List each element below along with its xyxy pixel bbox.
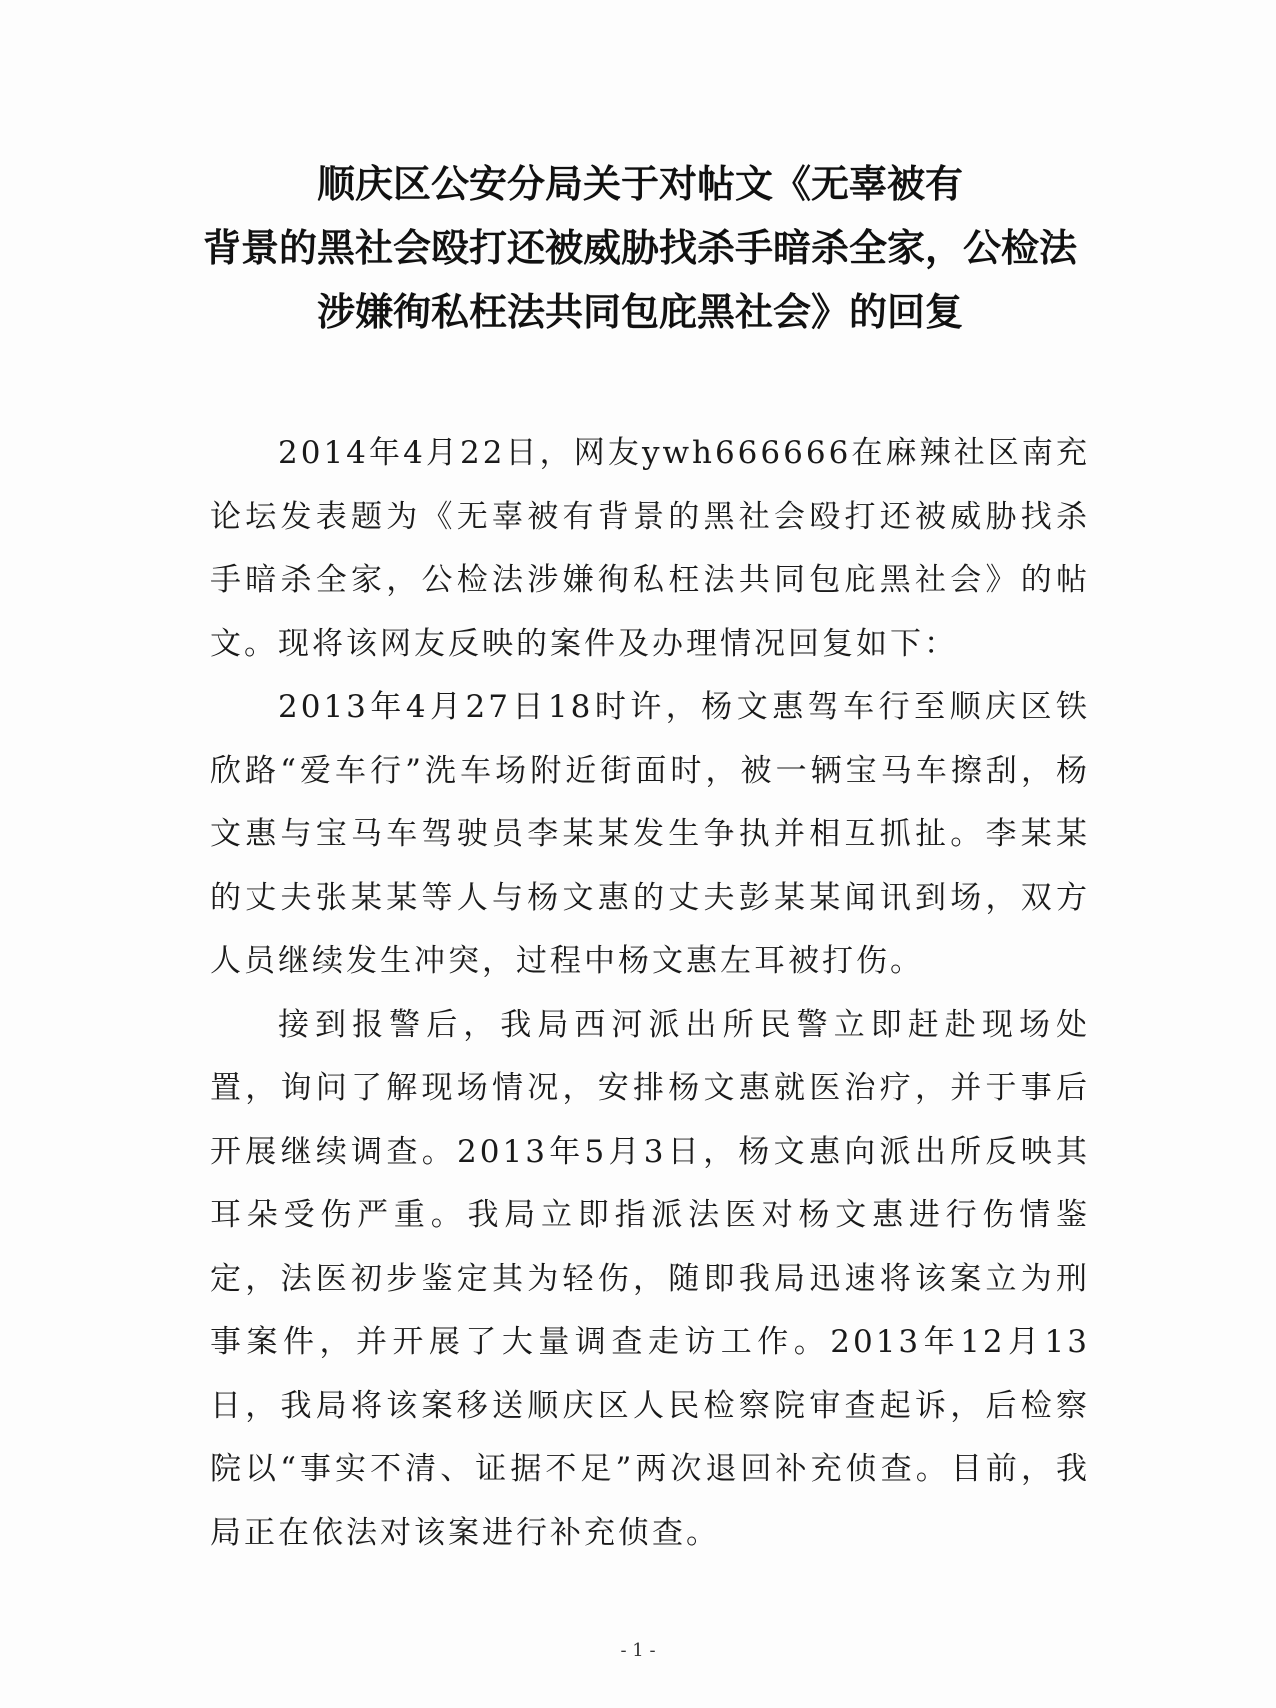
document-title xyxy=(190,152,1090,344)
document-body xyxy=(210,422,1090,1565)
page-number: - 1 - xyxy=(620,1640,656,1661)
title-line: 涉嫌徇私枉法共同包庇黑社会》的回复 xyxy=(316,290,963,334)
paragraph-handling: 接到报警后，我局西河派出所民警立即赶赴现场处置，询问了解现场情况，安排杨文惠就医治疗，并于事后开展继续调查。2013年5月3日，杨文惠向派出所反映其耳朵受伤严重。我局立即指派法医对杨文惠进行伤情鉴定，法医初步鉴定其为轻伤，随即我局迅速将该案立为刑事案件，并开展了大量调查走访工作。2013年12月13日，我局将该案移送顺庆区人民检察院审查起诉，后检察院以“事实不清、证据不足”两次退回补充侦查。目前，我局正在依法对该案进行补充侦查。 xyxy=(210,1006,1090,1551)
title-line: 背景的黑社会殴打还被威胁找杀手暗杀全家，公检法 xyxy=(202,226,1077,270)
title-line: 顺庆区公安分局关于对帖文《无辜被有 xyxy=(316,162,963,206)
paragraph-intro: 2014年4月22日，网友ywh666666在麻辣社区南充论坛发表题为《无辜被有背景的黑社会殴打还被威胁找杀手暗杀全家，公检法涉嫌徇私枉法共同包庇黑社会》的帖文。现将该网友反映的案件及办理情况回复如下： xyxy=(210,435,1090,662)
paragraph-incident: 2013年4月27日18时许，杨文惠驾车行至顺庆区铁欣路“爱车行”洗车场附近街面时，被一辆宝马车擦刮，杨文惠与宝马车驾驶员李某某发生争执并相互抓扯。李某某的丈夫张某某等人与杨文惠的丈夫彭某某闻讯到场，双方人员继续发生冲突，过程中杨文惠左耳被打伤。 xyxy=(210,689,1090,979)
